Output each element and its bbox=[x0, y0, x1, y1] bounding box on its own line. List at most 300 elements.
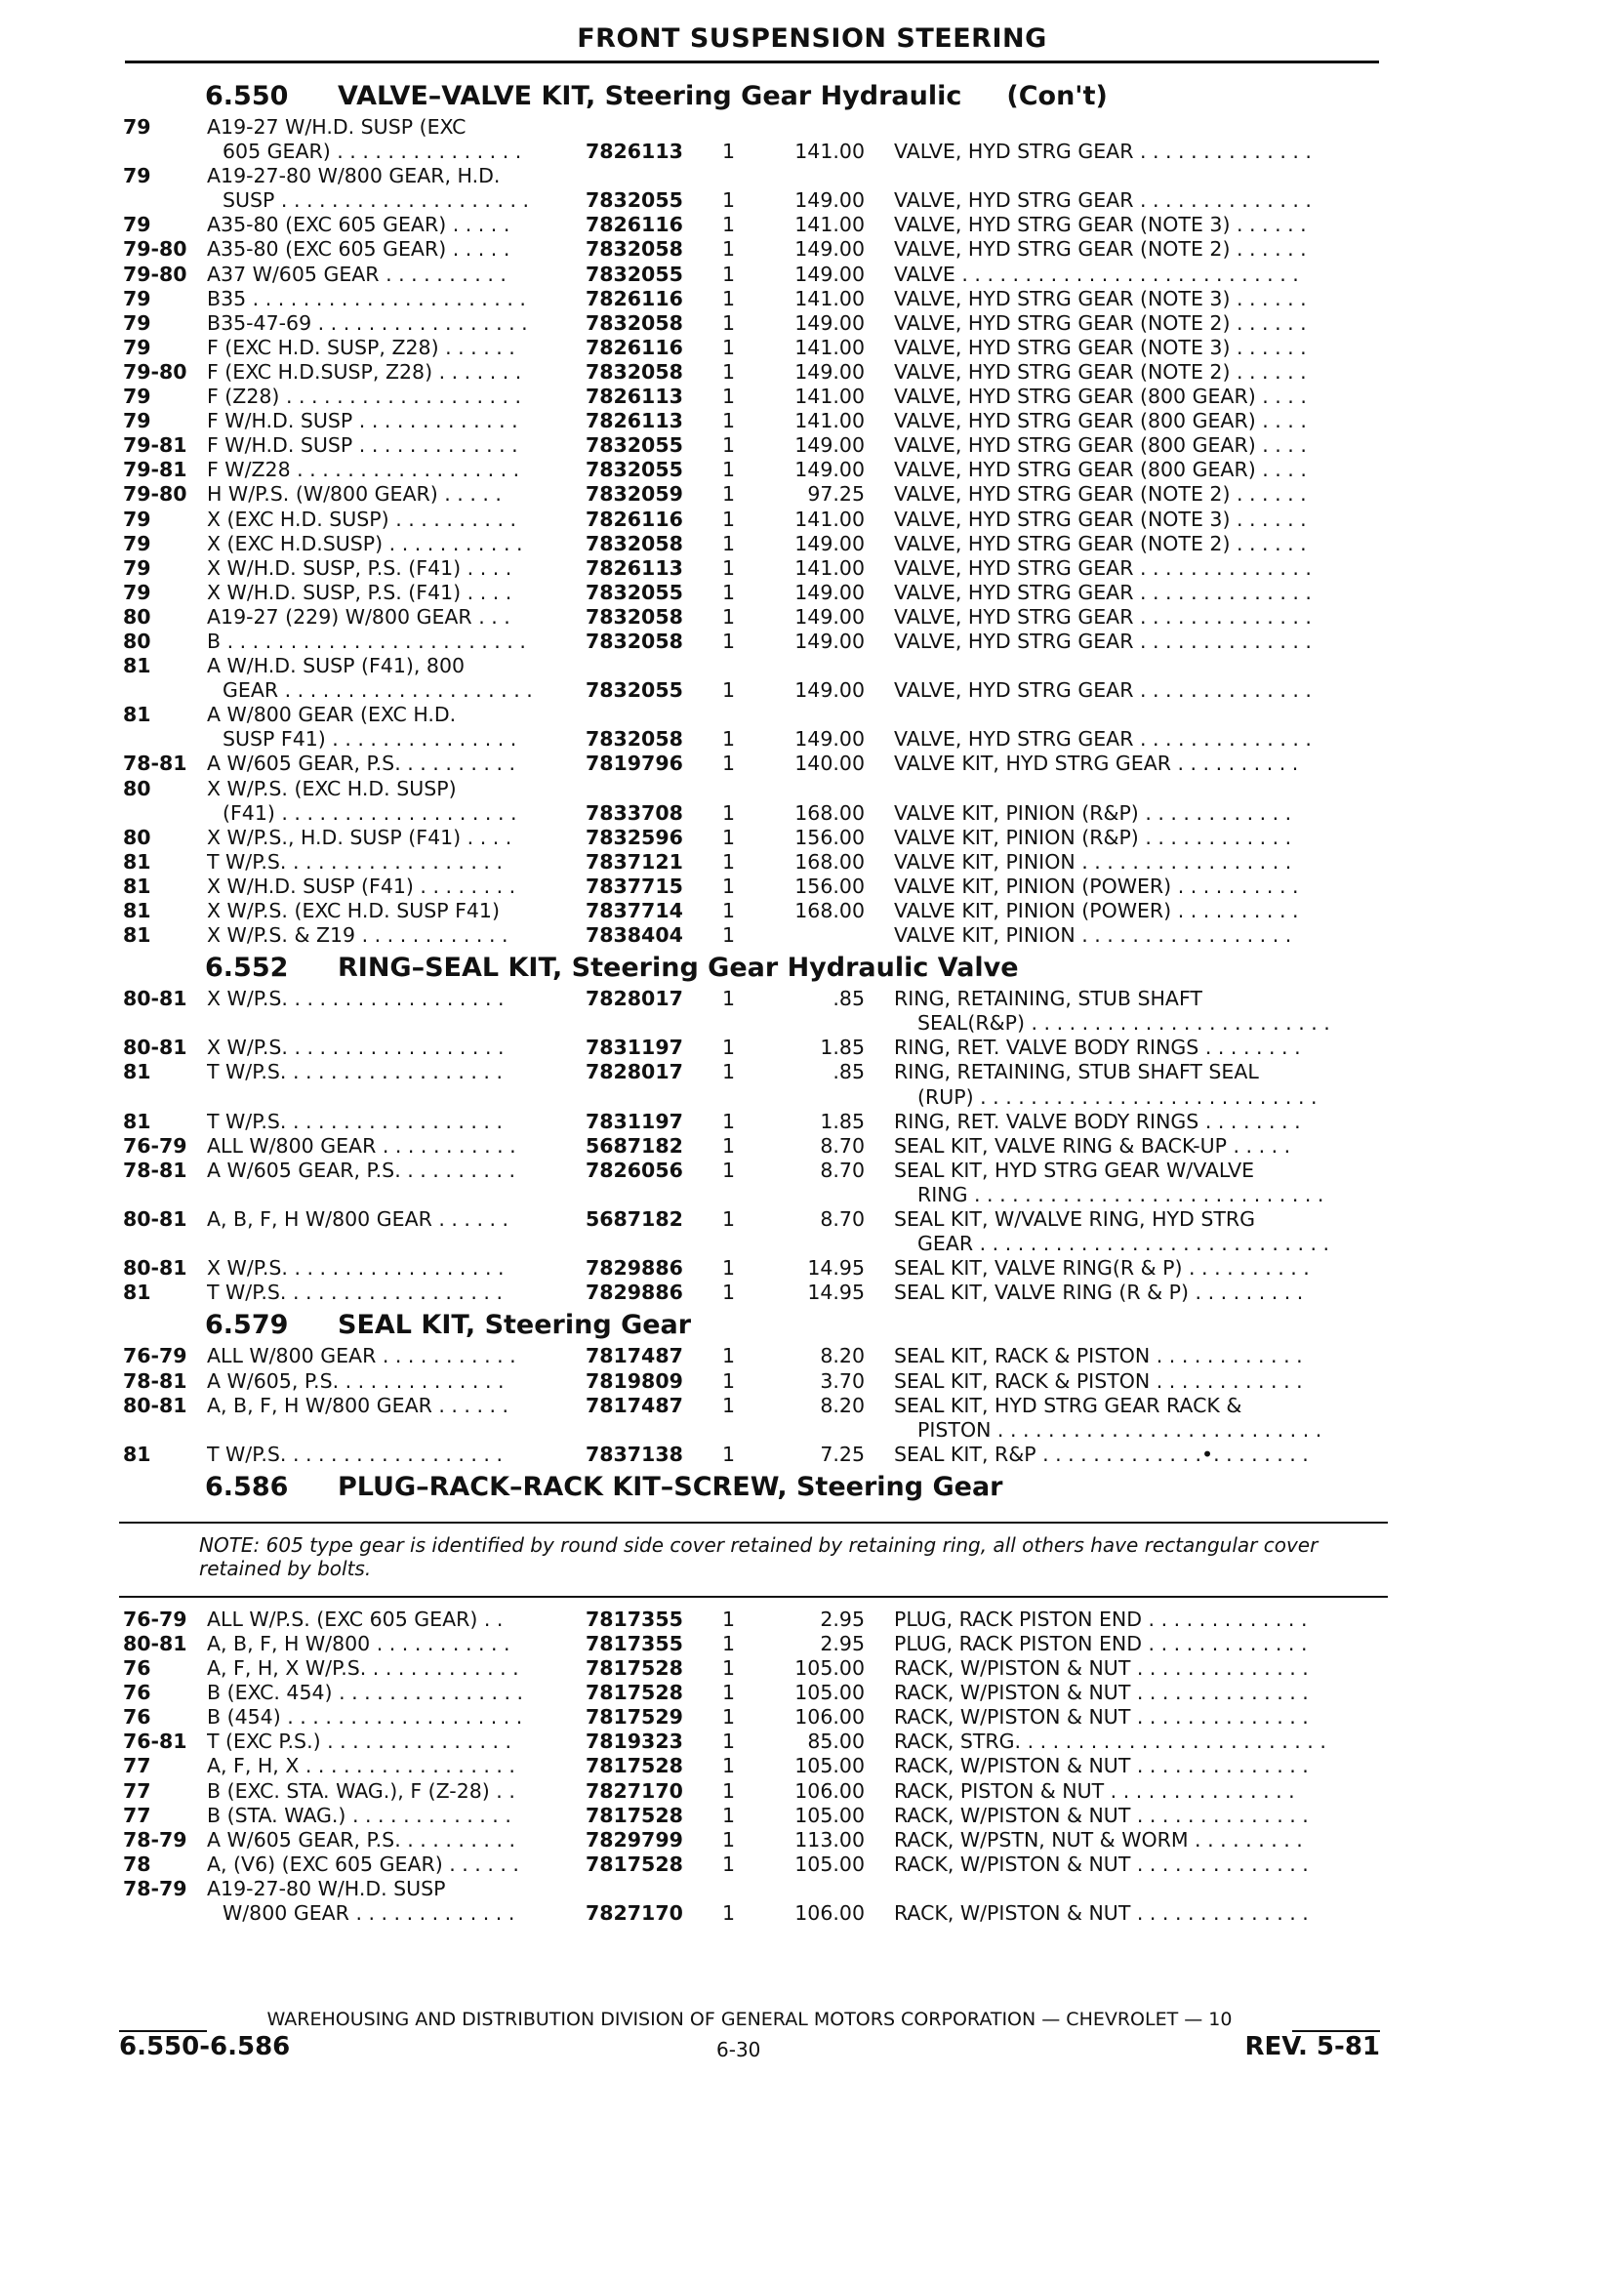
price: 105.00 bbox=[794, 1852, 865, 1876]
quantity: 1 bbox=[722, 1607, 736, 1631]
table-row bbox=[119, 1281, 1388, 1305]
table-row bbox=[119, 336, 1388, 360]
table-row bbox=[119, 1344, 1388, 1368]
section-heading bbox=[119, 76, 1388, 115]
quantity: 1 bbox=[722, 629, 736, 653]
price: 149.00 bbox=[794, 531, 865, 555]
table-row bbox=[119, 115, 1388, 140]
application: (F41) . . . . . . . . . . . . . . . . . . . bbox=[223, 800, 517, 825]
description: RING, RETAINING, STUB SHAFT bbox=[894, 987, 1202, 1011]
model-years: 79 bbox=[123, 115, 151, 139]
application: B (454) . . . . . . . . . . . . . . . . . . . bbox=[207, 1705, 523, 1730]
quantity: 1 bbox=[722, 188, 736, 213]
part-number: 7826113 bbox=[586, 555, 683, 580]
quantity: 1 bbox=[722, 1393, 736, 1417]
application: F W/H.D. SUSP . . . . . . . . . . . . . bbox=[207, 409, 518, 433]
part-number: 7829799 bbox=[586, 1827, 683, 1852]
description: VALVE, HYD STRG GEAR . . . . . . . . . . . . . . bbox=[894, 555, 1312, 580]
description: VALVE KIT, PINION (POWER) . . . . . . . . . . bbox=[894, 874, 1299, 898]
quantity: 1 bbox=[722, 262, 736, 286]
part-number: 7832055 bbox=[586, 580, 683, 604]
application: T (EXC P.S.) . . . . . . . . . . . . . . . bbox=[207, 1730, 512, 1754]
table-row bbox=[119, 556, 1388, 581]
quantity: 1 bbox=[722, 849, 736, 874]
model-years: 79 bbox=[123, 385, 151, 409]
description: GEAR . . . . . . . . . . . . . . . . . . . . . . . . . . . . bbox=[917, 1232, 1330, 1256]
description: VALVE, HYD STRG GEAR (NOTE 2) . . . . . . bbox=[894, 482, 1307, 507]
application: F (EXC H.D. SUSP, Z28) . . . . . . bbox=[207, 335, 515, 359]
part-number: 7828017 bbox=[586, 1060, 683, 1084]
part-number: 7832055 bbox=[586, 262, 683, 286]
footer-division: WAREHOUSING AND DISTRIBUTION DIVISION OF GENERAL MOTORS CORPORATION — CHEVROLET — 10 bbox=[266, 2009, 1233, 2030]
part-number: 7826116 bbox=[586, 335, 683, 359]
quantity: 1 bbox=[722, 1803, 736, 1827]
quantity: 1 bbox=[722, 1705, 736, 1730]
description: VALVE KIT, PINION . . . . . . . . . . . . . . . . . bbox=[894, 849, 1292, 874]
description: VALVE, HYD STRG GEAR (NOTE 2) . . . . . . bbox=[894, 531, 1307, 555]
description: SEAL KIT, VALVE RING & BACK-UP . . . . . bbox=[894, 1133, 1291, 1158]
table-row bbox=[119, 409, 1388, 433]
price: 106.00 bbox=[794, 1901, 865, 1925]
table-row bbox=[119, 1779, 1388, 1804]
description: PISTON . . . . . . . . . . . . . . . . . . . . . . . . . . bbox=[917, 1417, 1322, 1442]
application: A W/605, P.S. . . . . . . . . . . . . . bbox=[207, 1368, 505, 1393]
part-number: 7826116 bbox=[586, 507, 683, 531]
description: VALVE, HYD STRG GEAR (NOTE 3) . . . . . . bbox=[894, 286, 1307, 310]
application: SUSP F41) . . . . . . . . . . . . . . . bbox=[223, 727, 517, 752]
application: X (EXC H.D.SUSP) . . . . . . . . . . . bbox=[207, 531, 523, 555]
table-row bbox=[119, 1828, 1388, 1852]
model-years: 76-81 bbox=[123, 1730, 187, 1754]
quantity: 1 bbox=[722, 1681, 736, 1705]
price: 149.00 bbox=[794, 727, 865, 752]
part-number: 7837121 bbox=[586, 849, 683, 874]
application: F W/H.D. SUSP . . . . . . . . . . . . . bbox=[207, 433, 518, 458]
model-years: 80-81 bbox=[123, 1207, 187, 1232]
part-number: 7829886 bbox=[586, 1281, 683, 1305]
table-row bbox=[119, 703, 1388, 727]
table-row bbox=[119, 360, 1388, 385]
model-years: 81 bbox=[123, 703, 151, 727]
application: F W/Z28 . . . . . . . . . . . . . . . . . . bbox=[207, 458, 520, 482]
price: 14.95 bbox=[807, 1256, 865, 1281]
part-number: 7837714 bbox=[586, 899, 683, 922]
price: 168.00 bbox=[794, 800, 865, 825]
footer-page-number: 6-30 bbox=[716, 2038, 761, 2061]
quantity: 1 bbox=[722, 507, 736, 531]
table-row bbox=[119, 237, 1388, 262]
price: 1.85 bbox=[820, 1109, 865, 1133]
model-years: 77 bbox=[123, 1754, 151, 1778]
table-row bbox=[119, 875, 1388, 899]
description: VALVE, HYD STRG GEAR . . . . . . . . . . . . . . bbox=[894, 629, 1312, 653]
application: X W/H.D. SUSP, P.S. (F41) . . . . bbox=[207, 555, 512, 580]
table-row bbox=[119, 287, 1388, 311]
part-number: 7832058 bbox=[586, 310, 683, 335]
application: ALL W/P.S. (EXC 605 GEAR) . . bbox=[207, 1607, 504, 1631]
quantity: 1 bbox=[722, 433, 736, 458]
quantity: 1 bbox=[722, 987, 736, 1011]
description: VALVE, HYD STRG GEAR (NOTE 3) . . . . . . bbox=[894, 507, 1307, 531]
model-years: 78 bbox=[123, 1852, 151, 1876]
quantity: 1 bbox=[722, 1109, 736, 1133]
table-row bbox=[119, 1681, 1388, 1705]
application: F (EXC H.D.SUSP, Z28) . . . . . . . bbox=[207, 359, 522, 384]
table-row bbox=[119, 458, 1388, 482]
model-years: 80 bbox=[123, 629, 151, 653]
table-row bbox=[119, 850, 1388, 875]
application: X W/P.S. (EXC H.D. SUSP) bbox=[207, 776, 457, 800]
description: VALVE, HYD STRG GEAR (800 GEAR) . . . . bbox=[894, 458, 1307, 482]
section-heading bbox=[119, 948, 1388, 987]
model-years: 79-80 bbox=[123, 359, 187, 384]
price: 7.25 bbox=[820, 1442, 865, 1466]
quantity: 1 bbox=[722, 923, 736, 948]
model-years: 80-81 bbox=[123, 1036, 187, 1060]
price: 149.00 bbox=[794, 188, 865, 213]
section-number: 6.579 bbox=[205, 1310, 289, 1341]
model-years: 80-81 bbox=[123, 1393, 187, 1417]
table-row bbox=[119, 1608, 1388, 1632]
price: 141.00 bbox=[794, 335, 865, 359]
quantity: 1 bbox=[722, 899, 736, 922]
section-number: 6.552 bbox=[205, 953, 289, 984]
section-number: 6.550 bbox=[205, 81, 289, 111]
price: 105.00 bbox=[794, 1803, 865, 1827]
part-number: 5687182 bbox=[586, 1207, 683, 1232]
footer-revision: REV. 5-81 bbox=[1244, 2032, 1380, 2061]
price: 149.00 bbox=[794, 458, 865, 482]
model-years: 79-80 bbox=[123, 262, 187, 286]
price: 2.95 bbox=[820, 1631, 865, 1655]
model-years: 81 bbox=[123, 923, 151, 948]
model-years: 79 bbox=[123, 310, 151, 335]
model-years: 79 bbox=[123, 286, 151, 310]
table-row bbox=[119, 1036, 1388, 1060]
quantity: 1 bbox=[722, 752, 736, 776]
table-row bbox=[119, 1901, 1388, 1926]
part-number: 7819809 bbox=[586, 1368, 683, 1393]
price: 149.00 bbox=[794, 262, 865, 286]
application: B (EXC. 454) . . . . . . . . . . . . . . . bbox=[207, 1681, 524, 1705]
section-heading bbox=[119, 1467, 1388, 1506]
description: SEAL KIT, HYD STRG GEAR W/VALVE bbox=[894, 1158, 1255, 1182]
description: SEAL KIT, VALVE RING(R & P) . . . . . . . . . . bbox=[894, 1256, 1310, 1281]
description: RACK, W/PISTON & NUT . . . . . . . . . . . . . . bbox=[894, 1705, 1309, 1730]
part-number: 7832058 bbox=[586, 531, 683, 555]
model-years: 78-79 bbox=[123, 1876, 187, 1900]
quantity: 1 bbox=[722, 1060, 736, 1084]
table-row bbox=[119, 1369, 1388, 1394]
quantity: 1 bbox=[722, 1158, 736, 1182]
description: VALVE, HYD STRG GEAR . . . . . . . . . . . . . . bbox=[894, 727, 1312, 752]
model-years: 79-81 bbox=[123, 433, 187, 458]
model-years: 76 bbox=[123, 1705, 151, 1730]
description: SEAL KIT, VALVE RING (R & P) . . . . . . . . . bbox=[894, 1281, 1304, 1305]
table-row bbox=[119, 188, 1388, 213]
quantity: 1 bbox=[722, 1344, 736, 1368]
table-row bbox=[119, 678, 1388, 703]
table-row bbox=[119, 1656, 1388, 1681]
price: 106.00 bbox=[794, 1705, 865, 1730]
model-years: 80-81 bbox=[123, 987, 187, 1011]
part-number: 7832058 bbox=[586, 604, 683, 629]
price: 8.20 bbox=[820, 1344, 865, 1368]
description: VALVE, HYD STRG GEAR (800 GEAR) . . . . bbox=[894, 409, 1307, 433]
application: X W/P.S., H.D. SUSP (F41) . . . . bbox=[207, 825, 512, 849]
table-row bbox=[119, 899, 1388, 923]
price: 149.00 bbox=[794, 678, 865, 703]
price: 141.00 bbox=[794, 140, 865, 164]
model-years: 81 bbox=[123, 899, 151, 922]
price: 141.00 bbox=[794, 213, 865, 237]
description: VALVE, HYD STRG GEAR (NOTE 2) . . . . . . bbox=[894, 359, 1307, 384]
table-row bbox=[119, 1232, 1388, 1256]
part-number: 7828017 bbox=[586, 987, 683, 1011]
application: B (EXC. STA. WAG.), F (Z-28) . . bbox=[207, 1778, 515, 1803]
application: T W/P.S. . . . . . . . . . . . . . . . . . bbox=[207, 1109, 503, 1133]
table-row bbox=[119, 1632, 1388, 1656]
part-number: 7831197 bbox=[586, 1036, 683, 1060]
quantity: 1 bbox=[722, 1207, 736, 1232]
quantity: 1 bbox=[722, 310, 736, 335]
model-years: 79-81 bbox=[123, 458, 187, 482]
price: 141.00 bbox=[794, 507, 865, 531]
model-years: 79-80 bbox=[123, 482, 187, 507]
quantity: 1 bbox=[722, 531, 736, 555]
application: X W/P.S. . . . . . . . . . . . . . . . . . bbox=[207, 987, 505, 1011]
table-row bbox=[119, 1256, 1388, 1281]
table-row bbox=[119, 630, 1388, 654]
table-row bbox=[119, 1207, 1388, 1232]
model-years: 80 bbox=[123, 776, 151, 800]
price: 106.00 bbox=[794, 1778, 865, 1803]
description: SEAL(R&P) . . . . . . . . . . . . . . . . . . . . . . . . bbox=[917, 1011, 1330, 1036]
part-number: 7832058 bbox=[586, 237, 683, 262]
quantity: 1 bbox=[722, 213, 736, 237]
application: ALL W/800 GEAR . . . . . . . . . . . bbox=[207, 1344, 516, 1368]
part-number: 7817487 bbox=[586, 1393, 683, 1417]
quantity: 1 bbox=[722, 1256, 736, 1281]
description: RACK, STRG. . . . . . . . . . . . . . . . . . . . . . . . . bbox=[894, 1730, 1326, 1754]
application: B (STA. WAG.) . . . . . . . . . . . . . bbox=[207, 1803, 511, 1827]
section-continued: (Con't) bbox=[1006, 81, 1108, 111]
table-row bbox=[119, 1060, 1388, 1084]
part-number: 7832058 bbox=[586, 359, 683, 384]
part-number: 7817355 bbox=[586, 1607, 683, 1631]
model-years: 79 bbox=[123, 531, 151, 555]
description: RACK, PISTON & NUT . . . . . . . . . . . . . . . bbox=[894, 1778, 1295, 1803]
page-footer bbox=[119, 2009, 1380, 2087]
application: A, B, F, H W/800 . . . . . . . . . . . bbox=[207, 1631, 510, 1655]
part-number: 7832055 bbox=[586, 678, 683, 703]
footer-section-range: 6.550-6.586 bbox=[119, 2032, 291, 2061]
application: B . . . . . . . . . . . . . . . . . . . . . . . . bbox=[207, 629, 526, 653]
table-row bbox=[119, 654, 1388, 678]
price: .85 bbox=[832, 987, 865, 1011]
quantity: 1 bbox=[722, 1656, 736, 1681]
part-number: 7817528 bbox=[586, 1754, 683, 1778]
application: B35-47-69 . . . . . . . . . . . . . . . . . bbox=[207, 310, 528, 335]
quantity: 1 bbox=[722, 482, 736, 507]
application: H W/P.S. (W/800 GEAR) . . . . . bbox=[207, 482, 502, 507]
section-title: PLUG–RACK–RACK KIT–SCREW, Steering Gear bbox=[338, 1471, 1003, 1502]
model-years: 81 bbox=[123, 874, 151, 898]
part-number: 7832059 bbox=[586, 482, 683, 507]
quantity: 1 bbox=[722, 874, 736, 898]
price: 149.00 bbox=[794, 433, 865, 458]
part-number: 7837138 bbox=[586, 1442, 683, 1466]
price: .85 bbox=[832, 1060, 865, 1084]
table-row bbox=[119, 385, 1388, 409]
table-row bbox=[119, 1159, 1388, 1183]
part-number: 7837715 bbox=[586, 874, 683, 898]
quantity: 1 bbox=[722, 800, 736, 825]
part-number: 7827170 bbox=[586, 1901, 683, 1925]
model-years: 76-79 bbox=[123, 1344, 187, 1368]
model-years: 77 bbox=[123, 1778, 151, 1803]
application: A, F, H, X . . . . . . . . . . . . . . . . . bbox=[207, 1754, 515, 1778]
table-row bbox=[119, 987, 1388, 1011]
price: 140.00 bbox=[794, 752, 865, 776]
description: RACK, W/PISTON & NUT . . . . . . . . . . . . . . bbox=[894, 1754, 1309, 1778]
table-row bbox=[119, 508, 1388, 532]
description: SEAL KIT, W/VALVE RING, HYD STRG bbox=[894, 1207, 1255, 1232]
model-years: 79 bbox=[123, 164, 151, 188]
description: RACK, W/PISTON & NUT . . . . . . . . . . . . . . bbox=[894, 1681, 1309, 1705]
model-years: 79 bbox=[123, 213, 151, 237]
price: 156.00 bbox=[794, 874, 865, 898]
table-row bbox=[119, 801, 1388, 826]
description: VALVE . . . . . . . . . . . . . . . . . . . . . . . . . . . bbox=[894, 262, 1299, 286]
table-row bbox=[119, 1852, 1388, 1877]
quantity: 1 bbox=[722, 1754, 736, 1778]
price: 141.00 bbox=[794, 555, 865, 580]
application: F (Z28) . . . . . . . . . . . . . . . . . . . bbox=[207, 385, 522, 409]
table-row bbox=[119, 433, 1388, 458]
part-number: 7838404 bbox=[586, 923, 683, 948]
price: 141.00 bbox=[794, 286, 865, 310]
price: 3.70 bbox=[820, 1368, 865, 1393]
model-years: 81 bbox=[123, 1109, 151, 1133]
table-row bbox=[119, 727, 1388, 752]
model-years: 78-81 bbox=[123, 752, 187, 776]
price: 2.95 bbox=[820, 1607, 865, 1631]
model-years: 79 bbox=[123, 555, 151, 580]
table-row bbox=[119, 532, 1388, 556]
description: PLUG, RACK PISTON END . . . . . . . . . . . . . bbox=[894, 1631, 1308, 1655]
table-row bbox=[119, 311, 1388, 336]
quantity: 1 bbox=[722, 1036, 736, 1060]
table-row bbox=[119, 777, 1388, 801]
part-number: 5687182 bbox=[586, 1133, 683, 1158]
description: RACK, W/PISTON & NUT . . . . . . . . . . . . . . bbox=[894, 1852, 1309, 1876]
table-row bbox=[119, 1730, 1388, 1754]
quantity: 1 bbox=[722, 359, 736, 384]
quantity: 1 bbox=[722, 1631, 736, 1655]
table-row bbox=[119, 1110, 1388, 1134]
part-number: 7832596 bbox=[586, 825, 683, 849]
section-title: SEAL KIT, Steering Gear bbox=[338, 1310, 692, 1341]
part-number: 7817529 bbox=[586, 1705, 683, 1730]
application: A, F, H, X W/P.S. . . . . . . . . . . . . bbox=[207, 1656, 519, 1681]
note-rule-top bbox=[119, 1522, 1388, 1524]
part-number: 7831197 bbox=[586, 1109, 683, 1133]
application: A W/800 GEAR (EXC H.D. bbox=[207, 703, 457, 727]
table-row bbox=[119, 581, 1388, 605]
price: 8.70 bbox=[820, 1133, 865, 1158]
application: X W/H.D. SUSP (F41) . . . . . . . . bbox=[207, 874, 516, 898]
part-number: 7827170 bbox=[586, 1778, 683, 1803]
description: RACK, W/PISTON & NUT . . . . . . . . . . . . . . bbox=[894, 1803, 1309, 1827]
application: 605 GEAR) . . . . . . . . . . . . . . . bbox=[223, 140, 522, 164]
application: ALL W/800 GEAR . . . . . . . . . . . bbox=[207, 1133, 516, 1158]
price: 149.00 bbox=[794, 580, 865, 604]
table-row bbox=[119, 1134, 1388, 1159]
header-rule bbox=[125, 61, 1379, 63]
part-number: 7826113 bbox=[586, 385, 683, 409]
price: 149.00 bbox=[794, 237, 865, 262]
price: 141.00 bbox=[794, 385, 865, 409]
model-years: 81 bbox=[123, 1442, 151, 1466]
table-row bbox=[119, 1443, 1388, 1467]
part-number: 7832058 bbox=[586, 727, 683, 752]
description: VALVE, HYD STRG GEAR . . . . . . . . . . . . . . bbox=[894, 140, 1312, 164]
model-years: 80 bbox=[123, 604, 151, 629]
application: A37 W/605 GEAR . . . . . . . . . . bbox=[207, 262, 507, 286]
application: T W/P.S. . . . . . . . . . . . . . . . . . bbox=[207, 849, 503, 874]
part-number: 7832055 bbox=[586, 458, 683, 482]
table-row bbox=[119, 1754, 1388, 1778]
application: A, B, F, H W/800 GEAR . . . . . . bbox=[207, 1207, 509, 1232]
model-years: 78-81 bbox=[123, 1158, 187, 1182]
table-row bbox=[119, 1418, 1388, 1443]
price: 105.00 bbox=[794, 1656, 865, 1681]
application: B35 . . . . . . . . . . . . . . . . . . . . . . bbox=[207, 286, 526, 310]
model-years: 76-79 bbox=[123, 1607, 187, 1631]
quantity: 1 bbox=[722, 409, 736, 433]
application: A35-80 (EXC 605 GEAR) . . . . . bbox=[207, 213, 510, 237]
model-years: 79 bbox=[123, 409, 151, 433]
part-number: 7829886 bbox=[586, 1256, 683, 1281]
table-row bbox=[119, 1705, 1388, 1730]
table-row bbox=[119, 1804, 1388, 1828]
table-row bbox=[119, 263, 1388, 287]
model-years: 79 bbox=[123, 580, 151, 604]
application: T W/P.S. . . . . . . . . . . . . . . . . . bbox=[207, 1281, 503, 1305]
part-number: 7817487 bbox=[586, 1344, 683, 1368]
application: X W/P.S. & Z19 . . . . . . . . . . . . bbox=[207, 923, 508, 948]
description: SEAL KIT, HYD STRG GEAR RACK & bbox=[894, 1393, 1242, 1417]
description: SEAL KIT, RACK & PISTON . . . . . . . . . . . . bbox=[894, 1344, 1303, 1368]
table-row bbox=[119, 752, 1388, 776]
table-row bbox=[119, 1085, 1388, 1110]
description: RING, RET. VALVE BODY RINGS . . . . . . . . bbox=[894, 1036, 1301, 1060]
note-rule-bottom bbox=[119, 1596, 1388, 1598]
table-row bbox=[119, 1183, 1388, 1207]
price: 8.20 bbox=[820, 1393, 865, 1417]
table-row bbox=[119, 140, 1388, 164]
price: 141.00 bbox=[794, 409, 865, 433]
application: T W/P.S. . . . . . . . . . . . . . . . . . bbox=[207, 1060, 503, 1084]
price: 149.00 bbox=[794, 629, 865, 653]
description: RACK, W/PISTON & NUT . . . . . . . . . . . . . . bbox=[894, 1656, 1309, 1681]
quantity: 1 bbox=[722, 555, 736, 580]
table-row bbox=[119, 482, 1388, 507]
model-years: 80-81 bbox=[123, 1631, 187, 1655]
quantity: 1 bbox=[722, 1901, 736, 1925]
quantity: 1 bbox=[722, 825, 736, 849]
